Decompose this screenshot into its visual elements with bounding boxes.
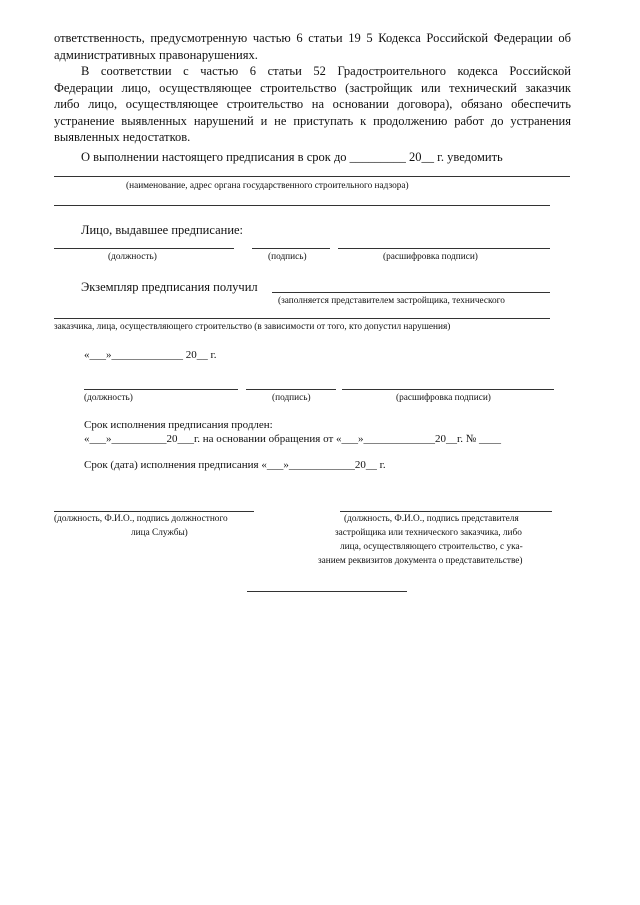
- extension-line-1: Срок исполнения предписания продлен:: [84, 419, 273, 431]
- left-signature-caption-1: (должность, Ф.И.О., подпись должностного: [54, 514, 228, 524]
- right-signature-caption-4: занием реквизитов документа о представительстве): [318, 556, 523, 566]
- issuer-position-line: [54, 248, 234, 249]
- issuer-position-caption: (должность): [108, 252, 157, 262]
- receiver-caption-1: (заполняется представителем застройщика, технического: [278, 296, 505, 306]
- right-signature-caption-1: (должность, Ф.И.О., подпись представителя: [344, 514, 519, 524]
- issuer-decoding-caption: (расшифровка подписи): [383, 252, 478, 262]
- issuer-signature-caption: (подпись): [268, 252, 307, 262]
- obligation-line-3: либо лицо, осуществляющее строительство на основании договора), обязано обеспечить: [54, 97, 571, 111]
- right-signature-caption-3: лица, осуществляющего строительство, с ука-: [340, 542, 523, 552]
- receiver-line: [272, 292, 550, 293]
- extension-line-2: «___»__________20___г. на основании обращения от «___»_____________20__г. № ____: [84, 433, 502, 445]
- liability-line-2: административных правонарушениях.: [54, 47, 258, 62]
- obligation-line-5: выявленных недостатков.: [54, 130, 191, 144]
- notify-text: О выполнении настоящего предписания в срок до _________ 20__ г. уведомить: [81, 150, 503, 164]
- receiver-decoding-caption: (расшифровка подписи): [396, 393, 491, 403]
- issuer-label: Лицо, выдавшее предписание:: [81, 223, 244, 237]
- issuer-signature-line: [252, 248, 330, 249]
- receiver-line-2: [54, 318, 550, 319]
- obligation-line-1: В соответствии с частью 6 статьи 52 Градостроительного кодекса Российской: [81, 64, 571, 78]
- receiver-position-line: [84, 389, 238, 390]
- receiver-date: «___»_____________ 20__ г.: [84, 349, 217, 361]
- receiver-caption-2: заказчика, лица, осуществляющего строительство (в зависимости от того, кто допустил нарушения): [54, 322, 451, 332]
- receiver-label: Экземпляр предписания получил: [81, 280, 258, 294]
- obligation-line-2: Федерации лицо, осуществляющее строительство (застройщик или технический заказчик: [54, 80, 571, 95]
- left-signature-line: [54, 511, 254, 512]
- right-signature-caption-2: застройщика или технического заказчика, либо: [335, 528, 522, 538]
- notify-line: [54, 176, 570, 177]
- liability-line-1: ответственность, предусмотренную частью 6 статьи 19 5 Кодекса Российской Федерации об: [54, 31, 571, 45]
- obligation-line-4: устранение выявленных нарушений и не приступать к продолжению работ до устранения: [54, 113, 571, 128]
- liability-paragraph: [54, 30, 571, 63]
- left-signature-caption-2: лица Службы): [131, 528, 188, 538]
- bottom-signature-line: [247, 591, 407, 592]
- notify-caption: (наименование, адрес органа государственного строительного надзора): [126, 181, 409, 191]
- notify-line-2: [54, 205, 550, 206]
- receiver-decoding-line: [342, 389, 554, 390]
- receiver-position-caption: (должность): [84, 393, 133, 403]
- obligation-paragraph: [54, 63, 571, 146]
- receiver-signature-caption: (подпись): [272, 393, 311, 403]
- issuer-decoding-line: [338, 248, 550, 249]
- right-signature-line: [340, 511, 552, 512]
- receiver-signature-line: [246, 389, 336, 390]
- extension-term: Срок (дата) исполнения предписания «___»____________20__ г.: [84, 459, 386, 471]
